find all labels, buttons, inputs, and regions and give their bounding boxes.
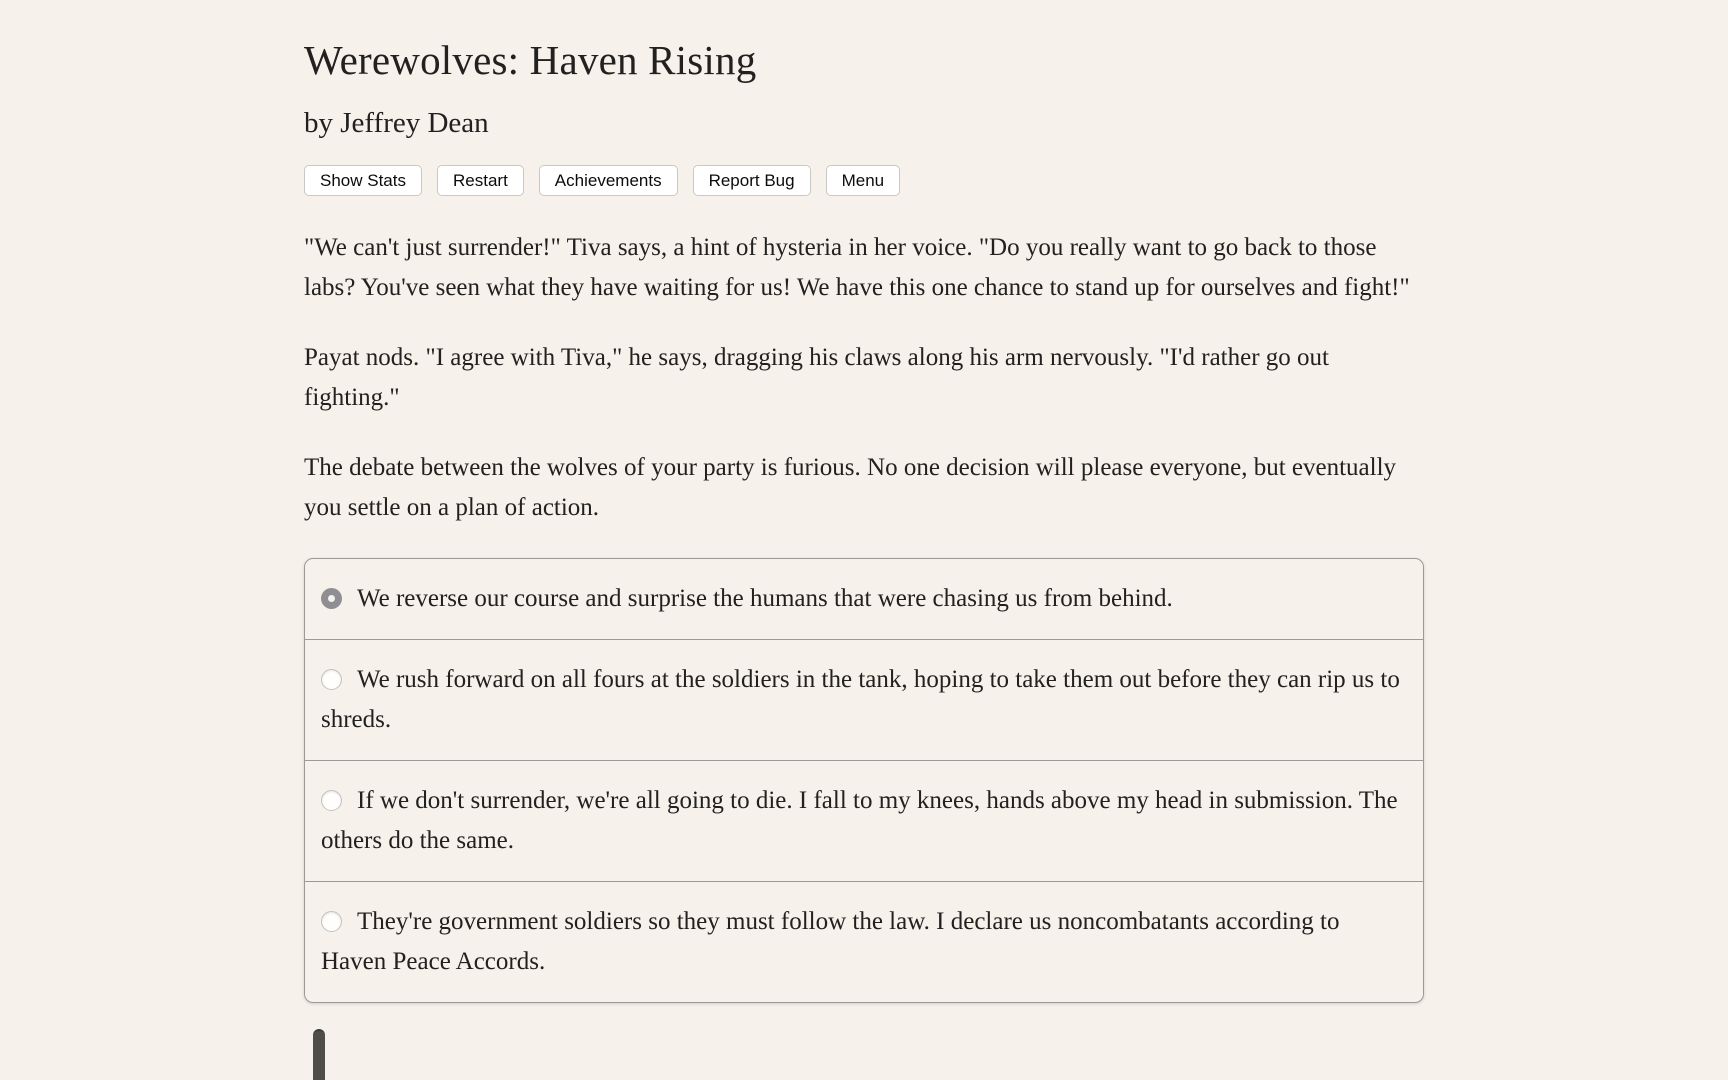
story-text [304, 228, 1424, 528]
restart-button[interactable]: Restart [437, 165, 524, 196]
choice-list [304, 558, 1424, 1003]
choice-option[interactable] [305, 760, 1423, 881]
choice-option-label: They're government soldiers so they must follow the law. I declare us noncombatants according to Haven Peace Accords. [321, 908, 1340, 976]
show-stats-button[interactable]: Show Stats [304, 165, 422, 196]
choice-option[interactable] [305, 559, 1423, 639]
choice-option[interactable] [305, 881, 1423, 1002]
toolbar [304, 165, 1424, 196]
content-column [304, 0, 1424, 1080]
radio-button-icon[interactable] [321, 588, 342, 609]
radio-button-icon[interactable] [321, 790, 342, 811]
story-paragraph: "We can't just surrender!" Tiva says, a hint of hysteria in her voice. "Do you really want to go back to those labs? You've seen what they have waiting for us! We have this one chance to stand up for ourselves and fight!" [304, 234, 1410, 302]
choice-option[interactable] [305, 639, 1423, 760]
story-paragraph: Payat nods. "I agree with Tiva," he says, dragging his claws along his arm nervously. "I'd rather go out fighting." [304, 344, 1329, 412]
radio-button-icon[interactable] [321, 669, 342, 690]
story-paragraph: The debate between the wolves of your party is furious. No one decision will please everyone, but eventually you settle on a plan of action. [304, 454, 1397, 522]
next-button[interactable] [313, 1029, 325, 1080]
achievements-button[interactable]: Achievements [539, 165, 678, 196]
menu-button[interactable]: Menu [826, 165, 901, 196]
choice-option-label: We rush forward on all fours at the soldiers in the tank, hoping to take them out before they can rip us to shreds. [321, 666, 1400, 734]
choice-option-label: We reverse our course and surprise the humans that were chasing us from behind. [357, 585, 1173, 613]
author-byline: by Jeffrey Dean [304, 107, 489, 140]
report-bug-button[interactable]: Report Bug [693, 165, 811, 196]
page-title: Werewolves: Haven Rising [304, 37, 757, 83]
choice-option-label: If we don't surrender, we're all going to die. I fall to my knees, hands above my head in submission. The others do the same. [321, 787, 1398, 855]
radio-button-icon[interactable] [321, 911, 342, 932]
